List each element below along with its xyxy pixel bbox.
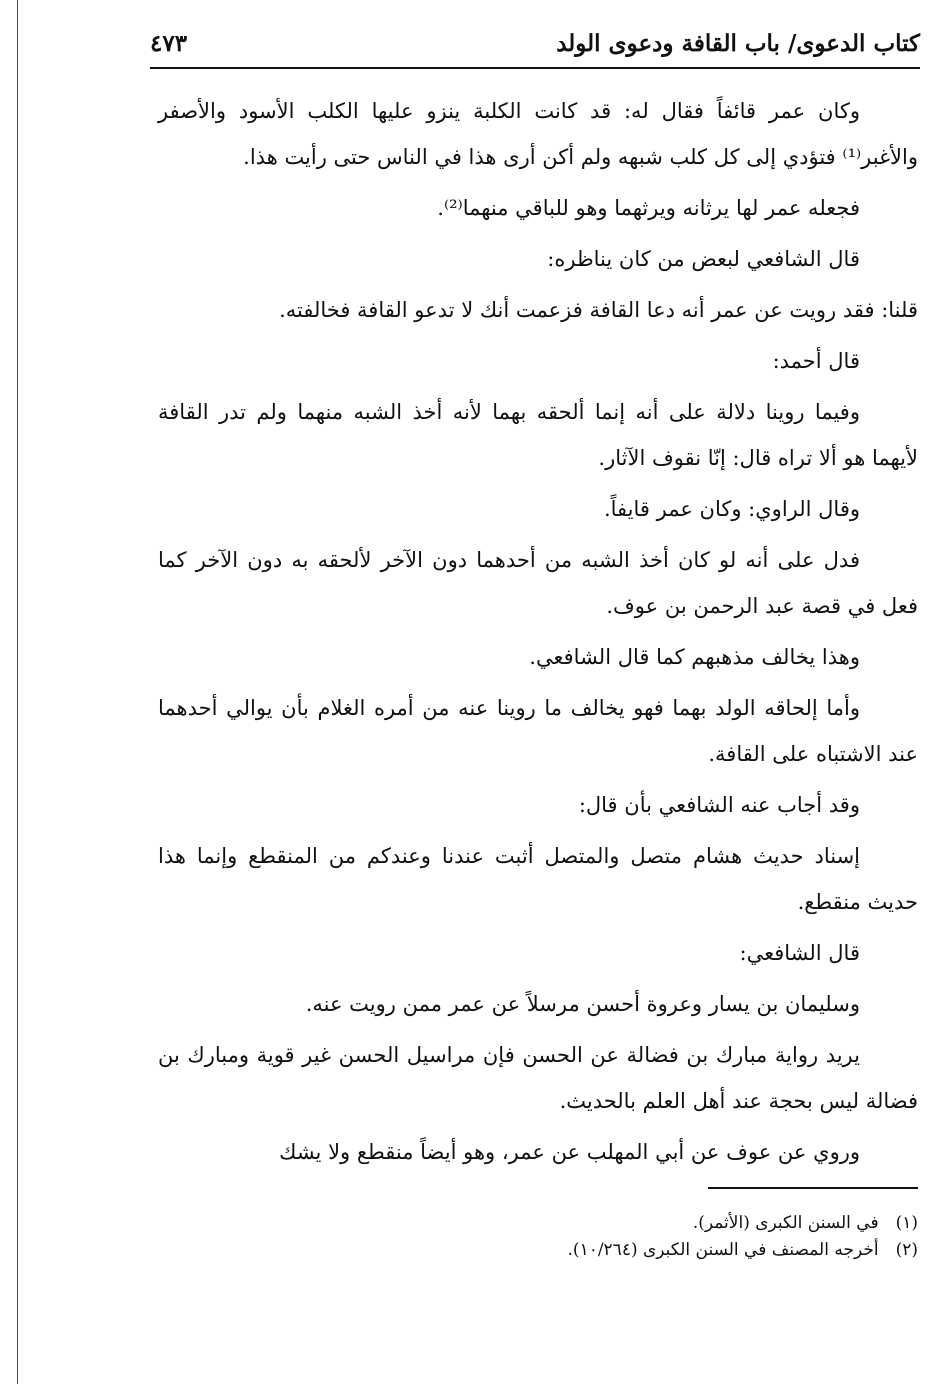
page-number: ٤٧٣ — [150, 30, 188, 57]
paragraph: قلنا: فقد رويت عن عمر أنه دعا القافة فزعمت أنك لا تدعو القافة فخالفته. — [279, 298, 918, 322]
paragraph: وسليمان بن يسار وعروة أحسن مرسلاً عن عمر ممن رويت عنه. — [305, 992, 860, 1016]
paragraph: قال الشافعي لبعض من كان يناظره: — [547, 247, 860, 271]
header-rule — [150, 67, 920, 69]
paragraph: وقد أجاب عنه الشافعي بأن قال: — [578, 793, 860, 817]
paragraph: وأما إلحاقه الولد بهما فهو يخالف ما روينا عنه من أمره الغلام بأن يوالي أحدهما عند الاشتباه على القافة. — [158, 696, 918, 766]
paragraph: وروي عن عوف عن أبي المهلب عن عمر، وهو أيضاً منقطع ولا يشك — [279, 1140, 860, 1164]
paragraph: وهذا يخالف مذهبهم كما قال الشافعي. — [529, 645, 860, 669]
paragraph: إسناد حديث هشام متصل والمتصل أثبت عندنا وعندكم من المنقطع وإنما هذا حديث منقطع. — [158, 844, 918, 914]
footnote-text: في السنن الكبرى (الأثمر). — [692, 1213, 879, 1233]
paragraph: يريد رواية مبارك بن فضالة عن الحسن فإن مراسيل الحسن غير قوية ومبارك بن فضالة ليس بحجة عند أهل العلم بالحديث. — [158, 1043, 918, 1113]
scan-edge-line — [17, 0, 18, 1384]
paragraph: وقال الراوي: وكان عمر قايفاً. — [603, 497, 860, 521]
footnotes — [158, 1210, 918, 1264]
paragraph: قال أحمد: — [772, 349, 860, 373]
footnote-number: (٢) — [895, 1240, 918, 1260]
footnote-text: أخرجه المصنف في السنن الكبرى (١٠/٢٦٤). — [567, 1240, 879, 1260]
paragraph: فجعله عمر لها يرثانه ويرثهما وهو للباقي منهما⁽²⁾. — [437, 196, 860, 220]
footnote-number: (١) — [895, 1213, 918, 1233]
footnote — [158, 1210, 918, 1237]
paragraph: قال الشافعي: — [739, 941, 860, 965]
paragraph: فدل على أنه لو كان أخذ الشبه من أحدهما دون الآخر لألحقه به دون الآخر كما فعل في قصة عبد الرحمن بن عوف. — [158, 548, 918, 618]
page-header — [150, 22, 920, 62]
footnote — [158, 1237, 918, 1264]
paragraph: وكان عمر قائفاً فقال له: قد كانت الكلبة ينزو عليها الكلب الأسود والأصفر والأغبر⁽¹⁾ فتؤدي إلى كل كلب شبهه ولم أكن أرى هذا في الناس حتى رأيت هذا. — [158, 99, 918, 169]
running-title: كتاب الدعوى/ باب القافة ودعوى الولد — [556, 30, 920, 57]
paragraph: وفيما روينا دلالة على أنه إنما ألحقه بهما لأنه أخذ الشبه منهما ولم تدر القافة لأيهما هو ألا تراه قال: إنّا نقوف الآثار. — [158, 400, 918, 470]
body-text — [158, 88, 918, 1180]
footnote-rule — [708, 1187, 918, 1189]
